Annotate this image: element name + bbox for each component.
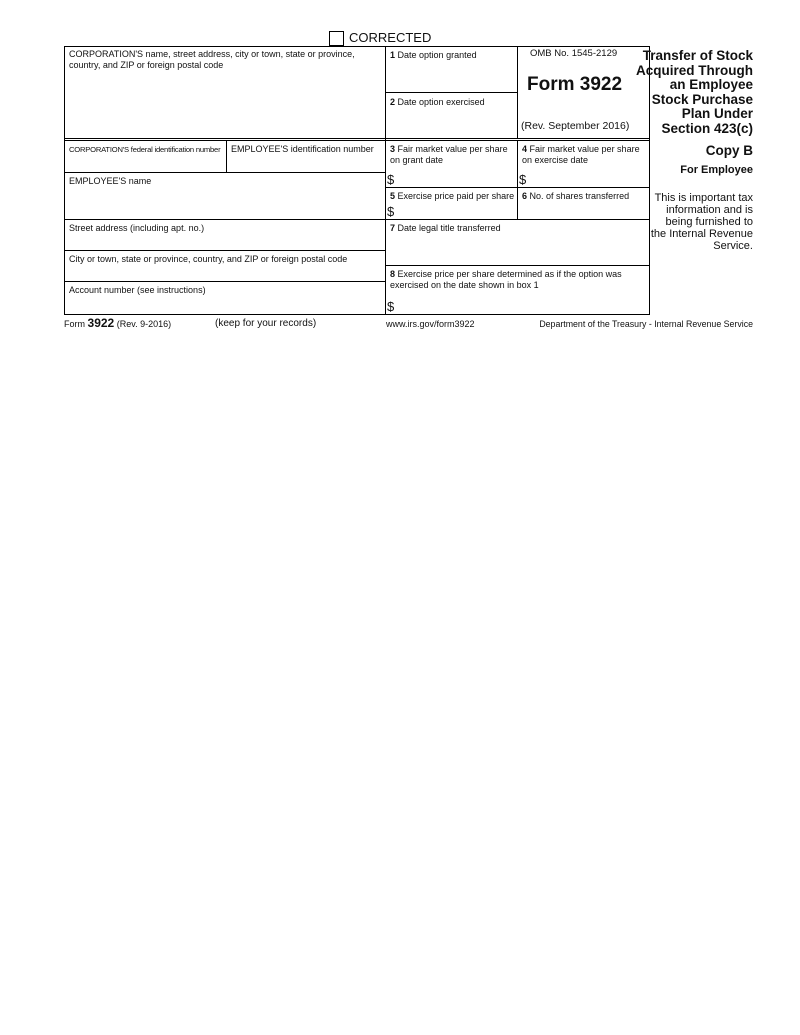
- side-title-line5: Plan Under: [681, 106, 753, 121]
- corrected-label: CORRECTED: [349, 30, 432, 45]
- street-address-field[interactable]: [69, 235, 379, 248]
- employee-name-label: EMPLOYEE'S name: [69, 176, 152, 186]
- box2-field[interactable]: [390, 111, 514, 136]
- box7-label: [390, 223, 501, 234]
- corp-fid-field[interactable]: [69, 156, 221, 170]
- note-line3: being furnished to: [665, 216, 753, 228]
- box1-field[interactable]: [390, 64, 514, 90]
- divider-col-b-mid: [517, 140, 518, 220]
- account-number-label: Account number (see instructions): [69, 285, 206, 295]
- copy-label: Copy B: [705, 143, 753, 158]
- box6-field[interactable]: [522, 204, 646, 218]
- street-address-label: Street address (including apt. no.): [69, 223, 205, 233]
- divider-col-a: [385, 46, 386, 314]
- box6-text: No. of shares transferred: [529, 191, 630, 201]
- corp-name-field[interactable]: [69, 74, 379, 134]
- box4-text: Fair market value per share on exercise date: [522, 144, 640, 165]
- note-line5: Service.: [713, 240, 753, 252]
- box4-number: 4: [522, 144, 528, 154]
- note-line1: This is important tax: [654, 192, 753, 204]
- side-title-line4: Stock Purchase: [651, 91, 753, 107]
- side-title-line6: Section 423(c): [661, 120, 753, 136]
- for-employee-label: For Employee: [680, 164, 753, 176]
- side-title-line1: Transfer of Stock: [642, 48, 753, 63]
- box3-label: [390, 144, 515, 166]
- divider-col-b-top: [517, 46, 518, 138]
- box8-field[interactable]: [398, 298, 646, 312]
- footer-url: www.irs.gov/form3922: [386, 319, 475, 329]
- city-field[interactable]: [69, 266, 379, 279]
- box8-number: 8: [390, 269, 396, 279]
- box5-text: Exercise price paid per share: [397, 191, 515, 201]
- box4-field[interactable]: [530, 172, 646, 186]
- note-line2: information and is: [666, 204, 753, 216]
- rule-corp-row-b: [64, 140, 650, 141]
- rule-box7-box8: [385, 265, 649, 266]
- box1-label: [390, 50, 477, 61]
- box2-label: [390, 97, 485, 108]
- box7-number: 7: [390, 223, 396, 233]
- box3-number: 3: [390, 144, 396, 154]
- footer-form-number: 3922: [87, 316, 115, 330]
- form-side-title: [620, 49, 753, 136]
- omb-number: OMB No. 1545-2129: [530, 48, 618, 59]
- box2-number: 2: [390, 97, 396, 107]
- employee-id-label: EMPLOYEE'S identification number: [231, 144, 374, 154]
- box5-label: [390, 191, 514, 202]
- footer-keep-records: (keep for your records): [215, 318, 317, 329]
- form-title: Form 3922: [527, 74, 623, 95]
- employee-name-field[interactable]: [69, 190, 379, 216]
- employee-id-field[interactable]: [231, 156, 381, 170]
- box1-number: 1: [390, 50, 396, 60]
- box5-number: 5: [390, 191, 396, 201]
- box1-text: Date option granted: [397, 50, 477, 60]
- rule-box1-box2: [385, 92, 517, 93]
- box2-text: Date option exercised: [397, 97, 485, 107]
- box7-field[interactable]: [390, 237, 646, 263]
- corp-name-label: CORPORATION'S name, street address, city or town, state or province, country, and ZIP or foreign postal code: [69, 49, 355, 70]
- rule-name-street: [64, 219, 385, 220]
- box5-dollar: $: [387, 204, 395, 219]
- note-line4: the Internal Revenue: [650, 228, 753, 240]
- top-border: [64, 46, 650, 47]
- city-label: City or town, state or province, country, and ZIP or foreign postal code: [69, 254, 348, 264]
- account-number-field[interactable]: [69, 297, 379, 312]
- box6-number: 6: [522, 191, 528, 201]
- form-revision: (Rev. September 2016): [521, 120, 630, 132]
- box3-text: Fair market value per share on grant date: [390, 144, 508, 165]
- box8-label: [390, 269, 640, 291]
- box3-field[interactable]: [398, 172, 514, 186]
- side-title-line3: an Employee: [669, 77, 753, 92]
- side-title-line2: Acquired Through: [636, 62, 753, 78]
- footer-department: Department of the Treasury - Internal Revenue Service: [539, 319, 753, 329]
- corrected-checkbox[interactable]: [329, 31, 344, 46]
- box6-label: [522, 191, 629, 202]
- left-border: [64, 46, 65, 314]
- footer-form-id: [64, 318, 171, 330]
- box4-dollar: $: [519, 172, 527, 187]
- box3-dollar: $: [387, 172, 395, 187]
- footer-form-rev: (Rev. 9-2016): [116, 319, 172, 329]
- box8-text: Exercise price per share determined as if the option was exercised on the date shown in box 1: [390, 269, 622, 290]
- corp-fid-label: CORPORATION'S federal identification number: [69, 145, 221, 154]
- box7-text: Date legal title transferred: [397, 223, 501, 233]
- rule-corp-row: [64, 138, 650, 139]
- important-tax-note: [650, 192, 753, 252]
- box4-label: [522, 144, 647, 166]
- box5-field[interactable]: [398, 204, 514, 218]
- box8-dollar: $: [387, 299, 395, 314]
- footer-form-prefix: Form: [64, 319, 85, 329]
